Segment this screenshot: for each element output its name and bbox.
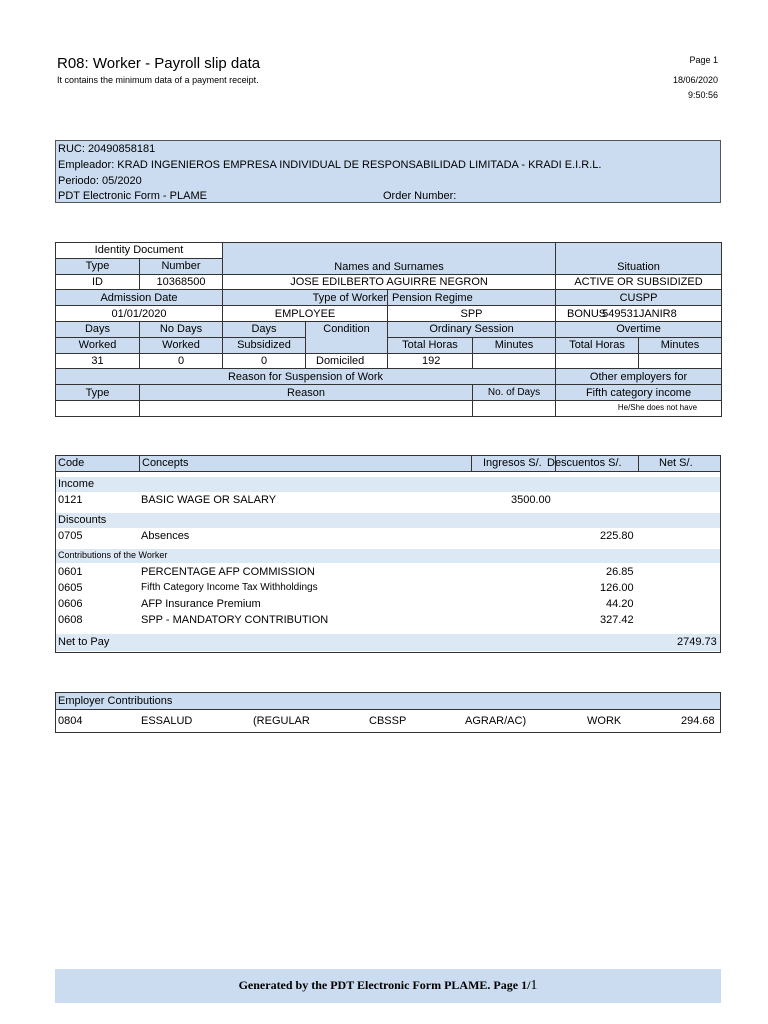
employer-period: Periodo: 05/2020 bbox=[58, 175, 142, 187]
contribution-name: ESSALUD bbox=[141, 715, 193, 727]
days-subsidized-header: Days bbox=[223, 321, 306, 337]
suspension-type-header: Type bbox=[56, 385, 140, 401]
footer-page-total: 1 bbox=[530, 978, 538, 993]
type-header: Type bbox=[56, 258, 140, 274]
row-discount-amount: 225.80 bbox=[600, 530, 634, 542]
admission-header: Admission Date bbox=[56, 290, 223, 306]
footer-text: Generated by the PDT Electronic Form PLAME. Page 1/ bbox=[238, 978, 531, 992]
total-hours-header: Total Horas bbox=[388, 337, 473, 353]
report-date: 18/06/2020 bbox=[672, 75, 718, 85]
row-code: 0705 bbox=[58, 530, 83, 542]
row-concept: Absences bbox=[141, 530, 190, 542]
overtime-header: Overtime bbox=[556, 321, 722, 337]
row-concept: AFP Insurance Premium bbox=[141, 598, 261, 610]
table-row bbox=[56, 565, 720, 581]
row-code: 0608 bbox=[58, 614, 83, 626]
days-worked: 31 bbox=[56, 353, 140, 369]
number-header: Number bbox=[140, 258, 223, 274]
suspension-type-value bbox=[56, 400, 140, 416]
contribution-part-1: (REGULAR bbox=[253, 715, 310, 727]
admission-date: 01/01/2020 bbox=[56, 306, 223, 322]
table-row bbox=[56, 529, 720, 545]
suspension-reason-value bbox=[140, 400, 473, 416]
contributions-section bbox=[56, 549, 720, 563]
suspension-days-header: No. of Days bbox=[473, 385, 556, 401]
pension-header: Pension Regime bbox=[388, 290, 556, 306]
row-discount-amount: 44.20 bbox=[606, 598, 634, 610]
doc-number: 10368500 bbox=[140, 274, 223, 290]
page-title: R08: Worker - Payroll slip data bbox=[57, 55, 261, 72]
row-discount-amount: 126.00 bbox=[600, 582, 634, 594]
worker-name: JOSE EDILBERTO AGUIRRE NEGRON bbox=[223, 274, 556, 290]
row-code: 0606 bbox=[58, 598, 83, 610]
condition-value: Domiciled bbox=[306, 353, 388, 369]
footer-banner bbox=[55, 969, 721, 1003]
cuspp-header: CUSPP bbox=[556, 290, 722, 306]
discounts-section bbox=[56, 513, 720, 528]
page-number: Page 1 bbox=[689, 55, 718, 65]
identity-document-header: Identity Document bbox=[56, 243, 223, 259]
report-time: 9:50:56 bbox=[687, 90, 718, 100]
row-discount-amount: 327.42 bbox=[600, 614, 634, 626]
concepts-header: Concepts bbox=[142, 457, 189, 469]
table-row bbox=[56, 613, 720, 629]
other-employers-header: Other employers for bbox=[556, 369, 722, 385]
worker-type: EMPLOYEE bbox=[223, 306, 388, 322]
row-concept: Fifth Category Income Tax Withholdings bbox=[141, 582, 318, 593]
no-days-worked: 0 bbox=[140, 353, 223, 369]
suspension-days-value bbox=[473, 400, 556, 416]
contribution-part-2: CBSSP bbox=[369, 715, 407, 727]
worker-type-header: Type of Worker bbox=[223, 290, 388, 306]
suspension-header: Reason for Suspension of Work bbox=[56, 369, 556, 385]
row-code: 0601 bbox=[58, 566, 83, 578]
pension-regime: SPP bbox=[388, 306, 556, 322]
net-to-pay-label: Net to Pay bbox=[58, 636, 110, 648]
concepts-header-row bbox=[56, 456, 720, 472]
employer-contributions-table bbox=[55, 692, 721, 733]
worked-header: Worked bbox=[56, 337, 140, 353]
fifth-category-value: He/She does not have bbox=[556, 400, 722, 416]
cuspp-part-a: BONUS bbox=[567, 307, 607, 320]
row-code: 0121 bbox=[58, 494, 83, 506]
days-subsidized: 0 bbox=[223, 353, 306, 369]
discounts-label: Discounts bbox=[58, 514, 107, 526]
minutes-value bbox=[473, 353, 556, 369]
page-subtitle: It contains the minimum data of a payment receipt. bbox=[57, 75, 259, 85]
doc-type: ID bbox=[56, 274, 140, 290]
cuspp-part-b: 549531JANIR8 bbox=[602, 307, 677, 320]
employer-name: Empleador: KRAD INGENIEROS EMPRESA INDIVIDUAL DE RESPONSABILIDAD LIMITADA - KRADI E.I.R.L. bbox=[58, 159, 602, 171]
cuspp-value bbox=[556, 306, 722, 322]
income-section bbox=[56, 477, 720, 492]
contribution-code: 0804 bbox=[58, 715, 83, 727]
names-header: Names and Surnames bbox=[223, 243, 556, 275]
situation-header: Situation bbox=[556, 243, 722, 275]
row-concept: SPP - MANDATORY CONTRIBUTION bbox=[141, 614, 329, 626]
fifth-category-header: Fifth category income bbox=[556, 385, 722, 401]
ingresos-header: Ingresos S/. bbox=[483, 457, 542, 469]
net-to-pay-value: 2749.73 bbox=[677, 636, 717, 648]
total-hours-value: 192 bbox=[388, 353, 473, 369]
subsidized-header: Subsidized bbox=[223, 337, 306, 353]
row-concept: BASIC WAGE OR SALARY bbox=[141, 494, 277, 506]
contribution-part-4: WORK bbox=[587, 715, 622, 727]
overtime-hours-value bbox=[556, 353, 639, 369]
row-discount-amount: 26.85 bbox=[606, 566, 634, 578]
employer-form: PDT Electronic Form - PLAME bbox=[58, 190, 207, 202]
descuentos-header: Descuentos S/. bbox=[547, 457, 622, 469]
overtime-hours-header: Total Horas bbox=[556, 337, 639, 353]
net-header: Net S/. bbox=[659, 457, 693, 469]
worker-situation: ACTIVE OR SUBSIDIZED bbox=[556, 274, 722, 290]
code-header: Code bbox=[58, 457, 85, 469]
ordinary-session-header: Ordinary Session bbox=[388, 321, 556, 337]
employer-contributions-label: Employer Contributions bbox=[58, 695, 173, 707]
days-header: Days bbox=[56, 321, 140, 337]
contribution-amount: 294.68 bbox=[681, 715, 715, 727]
no-days-header: No Days bbox=[140, 321, 223, 337]
employer-contributions-header bbox=[56, 693, 720, 710]
table-row bbox=[56, 597, 720, 613]
overtime-minutes-header: Minutes bbox=[639, 337, 722, 353]
concepts-table bbox=[55, 455, 721, 653]
income-label: Income bbox=[58, 478, 95, 490]
employer-ruc: RUC: 20490858181 bbox=[58, 143, 156, 155]
worker-table bbox=[55, 242, 722, 417]
row-income-amount: 3500.00 bbox=[511, 494, 551, 506]
order-number: Order Number: bbox=[383, 190, 457, 202]
net-to-pay-row bbox=[56, 634, 720, 651]
overtime-minutes-value bbox=[639, 353, 722, 369]
row-code: 0605 bbox=[58, 582, 83, 594]
row-concept: PERCENTAGE AFP COMMISSION bbox=[141, 566, 315, 578]
table-row bbox=[56, 493, 720, 509]
condition-header: Condition bbox=[306, 321, 388, 353]
table-row bbox=[56, 581, 720, 597]
contributions-label: Contributions of the Worker bbox=[58, 550, 168, 560]
no-worked-header: Worked bbox=[140, 337, 223, 353]
contribution-part-3: AGRAR/AC) bbox=[465, 715, 527, 727]
employer-block bbox=[55, 140, 721, 203]
minutes-header: Minutes bbox=[473, 337, 556, 353]
suspension-reason-header: Reason bbox=[140, 385, 473, 401]
